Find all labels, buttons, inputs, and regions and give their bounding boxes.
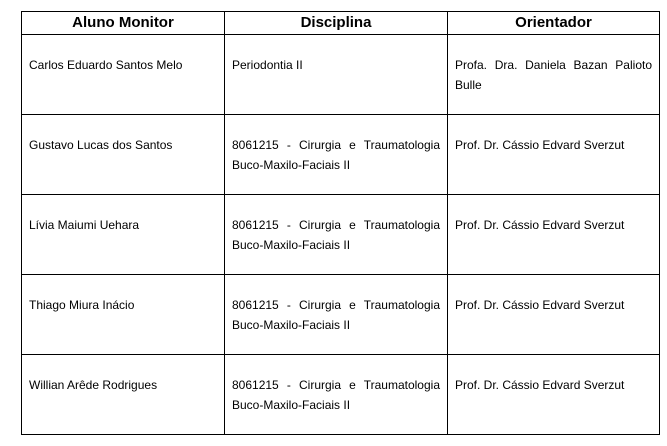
header-disciplina: Disciplina (225, 12, 448, 35)
cell-orientador: Prof. Dr. Cássio Edvard Sverzut (448, 275, 660, 355)
header-aluno-monitor: Aluno Monitor (22, 12, 225, 35)
cell-orientador: Prof. Dr. Cássio Edvard Sverzut (448, 115, 660, 195)
cell-aluno: Gustavo Lucas dos Santos (22, 115, 225, 195)
table-row (22, 115, 660, 195)
cell-disciplina: Periodontia II (225, 35, 448, 115)
cell-aluno: Carlos Eduardo Santos Melo (22, 35, 225, 115)
cell-disciplina: 8061215 - Cirurgia e Traumatologia Buco-Maxilo-Faciais II (225, 195, 448, 275)
cell-disciplina: 8061215 - Cirurgia e Traumatologia Buco-Maxilo-Faciais II (225, 355, 448, 435)
cell-disciplina: 8061215 - Cirurgia e Traumatologia Buco-Maxilo-Faciais II (225, 115, 448, 195)
table-row (22, 35, 660, 115)
cell-aluno: Lívia Maiumi Uehara (22, 195, 225, 275)
table-row (22, 195, 660, 275)
table-header-row (22, 12, 660, 35)
table-row (22, 355, 660, 435)
monitors-table (21, 11, 660, 435)
cell-aluno: Willian Arêde Rodrigues (22, 355, 225, 435)
cell-orientador: Prof. Dr. Cássio Edvard Sverzut (448, 195, 660, 275)
cell-disciplina: 8061215 - Cirurgia e Traumatologia Buco-Maxilo-Faciais II (225, 275, 448, 355)
cell-orientador: Prof. Dr. Cássio Edvard Sverzut (448, 355, 660, 435)
table-row (22, 275, 660, 355)
cell-orientador: Profa. Dra. Daniela Bazan Palioto Bulle (448, 35, 660, 115)
header-orientador: Orientador (448, 12, 660, 35)
cell-aluno: Thiago Miura Inácio (22, 275, 225, 355)
